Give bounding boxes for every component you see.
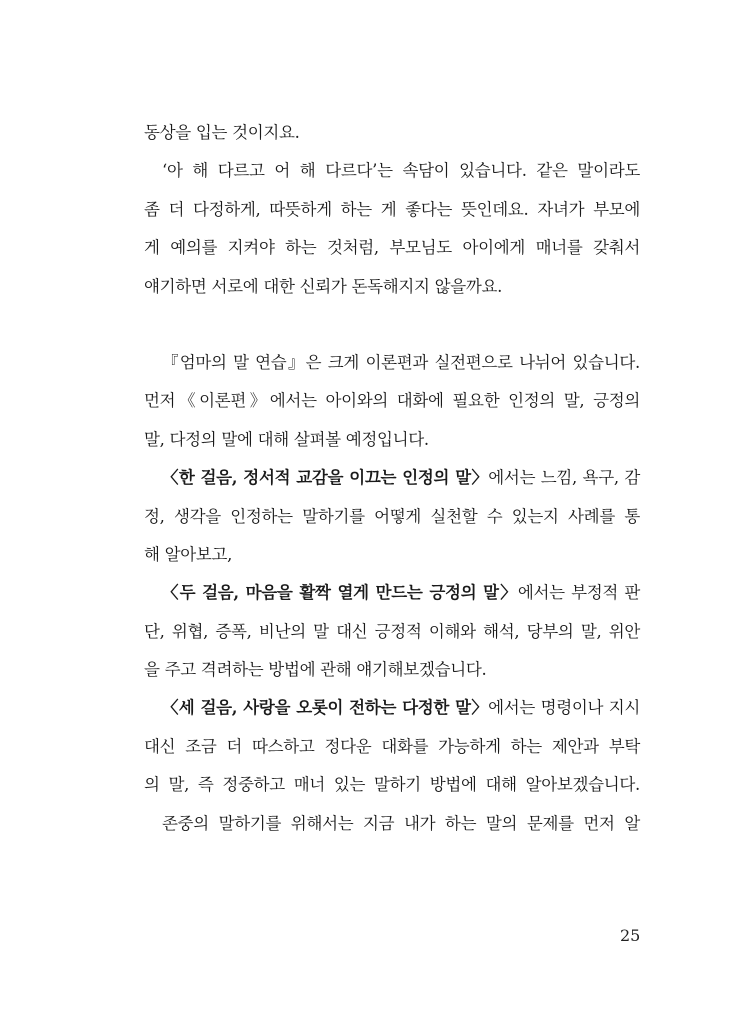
- chapter-title: 〈한 걸음, 정서적 교감을 이끄는 인정의 말〉: [162, 468, 489, 488]
- chapter-title: 〈두 걸음, 마음을 활짝 열게 만드는 긍정의 말〉: [162, 583, 518, 603]
- text-line: [144, 463, 640, 501]
- text-line: [144, 770, 640, 808]
- text-line: [144, 732, 640, 770]
- text-segment: 말, 다정의 말에 대해 살펴볼 예정입니다.: [144, 429, 429, 449]
- text-line: [144, 386, 640, 424]
- text-segment: 에서는 느낌, 욕구, 감: [488, 468, 640, 488]
- chapter-title: 〈세 걸음, 사랑을 오롯이 전하는 다정한 말〉: [162, 698, 489, 718]
- text-segment: 존중의 말하기를 위해서는 지금 내가 하는 말의 문제를 먼저 알: [162, 813, 640, 833]
- text-segment: 을 주고 격려하는 방법에 관해 얘기해보겠습니다.: [144, 660, 487, 680]
- text-segment: 동상을 입는 것이지요.: [144, 123, 300, 142]
- text-segment: 게 예의를 지켜야 하는 것처럼, 부모님도 아이에게 매너를 갖춰서: [144, 238, 640, 258]
- text-line: [144, 233, 640, 271]
- text-segment: 에서는 부정적 판: [517, 583, 640, 603]
- text-line: [144, 540, 640, 578]
- text-segment: 얘기하면 서로에 대한 신뢰가 돈독해지지 않을까요.: [144, 276, 503, 296]
- text-line: [144, 348, 640, 386]
- section-book-overview: [144, 348, 640, 847]
- text-segment: 단, 위협, 증폭, 비난의 말 대신 긍정적 이해와 해석, 당부의 말, 위안: [144, 621, 640, 641]
- text-line: [144, 156, 640, 194]
- paragraph: [144, 809, 640, 847]
- text-segment: 의 말, 즉 정중하고 매너 있는 말하기 방법에 대해 알아보겠습니다.: [144, 775, 640, 795]
- text-line: [144, 655, 640, 693]
- text-line: [144, 502, 640, 540]
- text-line: [144, 809, 640, 847]
- paragraph: [144, 156, 640, 310]
- section-gap: [144, 310, 640, 348]
- text-segment: 『엄마의 말 연습』은 크게 이론편과 실전편으로 나뉘어 있습니다.: [162, 352, 640, 372]
- text-line: [144, 617, 640, 655]
- text-segment: 좀 더 다정하게, 따뜻하게 하는 게 좋다는 뜻인데요. 자녀가 부모에: [144, 199, 640, 219]
- text-segment: 에서는 명령이나 지시: [488, 698, 640, 718]
- body-text: [144, 118, 640, 847]
- text-segment: ‘아 해 다르고 어 해 다르다’는 속담이 있습니다. 같은 말이라도: [162, 161, 640, 181]
- text-line: [144, 118, 640, 156]
- text-segment: 먼저《이론편》에서는 아이와의 대화에 필요한 인정의 말, 긍정의: [144, 391, 640, 411]
- paragraph: [144, 118, 640, 156]
- paragraph: [144, 693, 640, 808]
- text-segment: 해 알아보고,: [144, 544, 233, 564]
- text-line: [144, 195, 640, 233]
- text-line: [144, 272, 640, 310]
- text-line: [144, 425, 640, 463]
- section-intro: [144, 118, 640, 310]
- text-segment: 대신 조금 더 따스하고 정다운 대화를 가능하게 하는 제안과 부탁: [144, 736, 640, 756]
- paragraph: [144, 463, 640, 578]
- page-number: 25: [620, 926, 641, 945]
- paragraph: [144, 578, 640, 693]
- text-line: [144, 578, 640, 616]
- text-line: [144, 693, 640, 731]
- text-segment: 정, 생각을 인정하는 말하기를 어떻게 실천할 수 있는지 사례를 통: [144, 506, 640, 526]
- paragraph: [144, 348, 640, 463]
